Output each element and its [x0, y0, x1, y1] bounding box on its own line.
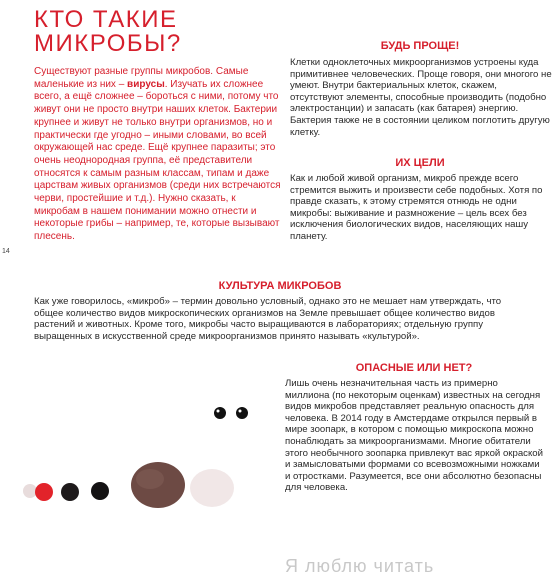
- text-culture: Как уже говорилось, «микроб» – термин довольно условный, однако это не мешает нам утверждать, что общее количество видов микроскопических организмов на Земле превышает общее количество видов растений и животных. Кроме того, микробы часто выращиваются в лабораториях; отдельную группу выращенных в искусственной среде микроорганизмов принято называть «культурой».: [34, 296, 502, 342]
- heading-culture: КУЛЬТУРА МИКРОБОВ: [218, 280, 342, 292]
- eye-left-icon: [214, 407, 226, 419]
- text-danger: Лишь очень незначительная часть из примерно миллиона (по некоторым оценкам) известных на сегодня видов микробов представляет реальную опасность для человека. В 2014 году в Амстердаме открылся первый в мире зоопарк, в котором с помощью микроскопа можно понаблюдать за микроорганизмами. Многие обитатели этого необычного зоопарка привлекут вас яркой окраской и замысловатыми формами со всевозможными ножками и отростками. Разумеется, все они абсолютно безопасны для человека.: [285, 378, 543, 494]
- red-dot-icon: [35, 483, 53, 501]
- pale-microbe-icon: [190, 469, 234, 507]
- dark-dot-icon: [91, 482, 109, 500]
- microbe-illustration: [0, 395, 280, 535]
- intro-paragraph: [34, 66, 284, 244]
- title-line-2: МИКРОБЫ?: [34, 30, 182, 57]
- pale-dot-icon: [23, 484, 37, 498]
- eye-right-icon: [236, 407, 248, 419]
- intro-highlight: вирусы: [127, 78, 165, 90]
- heading-simpler: БУДЬ ПРОЩЕ!: [380, 40, 460, 52]
- microbe-dots-svg: [0, 395, 280, 535]
- page-title: [34, 8, 254, 56]
- footer-watermark: Я люблю читать: [285, 556, 435, 576]
- page-number: 14: [2, 248, 10, 255]
- text-simpler: Клетки одноклеточных микроорганизмов устроены куда примитивнее человеческих. Проще говоря, они многого не умеют. Внутри бактериальных клеток, скажем, отсутствуют элементы, способные производить (подобно электростанции) и запасать (как батарея) энергию. Бактерия также не в состоянии целиком поглотить другую клетку.: [290, 57, 552, 138]
- intro-text-2: . Изучать их сложнее всего, а ещё сложнее – бороться с ними, потому что живут они не просто внутри наших клеток. Бактерии крупнее и живут не только внутри организмов, но и практически где угодно – иными словами, во всей окружающей нас среде. Ещё крупнее паразиты; это очень неоднородная группа, её представители относятся к самым разным классам, типам и даже царствам живых организмов (среди них встречаются черви, простейшие и т.д.). Нужно сказать, к микробам в нашем понимании можно отнести и некоторые грибы – например, те, которые вызывают плесень.: [34, 78, 281, 243]
- heading-danger: ОПАСНЫЕ ИЛИ НЕТ?: [355, 362, 473, 374]
- black-dot-icon: [61, 483, 79, 501]
- intro-text-1: Существуют разные группы микробов. Самые маленькие из них –: [34, 66, 249, 90]
- text-goals: Как и любой живой организм, микроб прежде всего стремится выжить и произвести себе подобных. Хотя по правде сказать, к этому стремятся отнюдь не одни микробы: выживание и размножение – цель всех без исключения биологических видов, населяющих нашу планету.: [290, 173, 543, 242]
- title-line-1: КТО ТАКИЕ: [34, 6, 178, 33]
- heading-goals: ИХ ЦЕЛИ: [395, 157, 445, 169]
